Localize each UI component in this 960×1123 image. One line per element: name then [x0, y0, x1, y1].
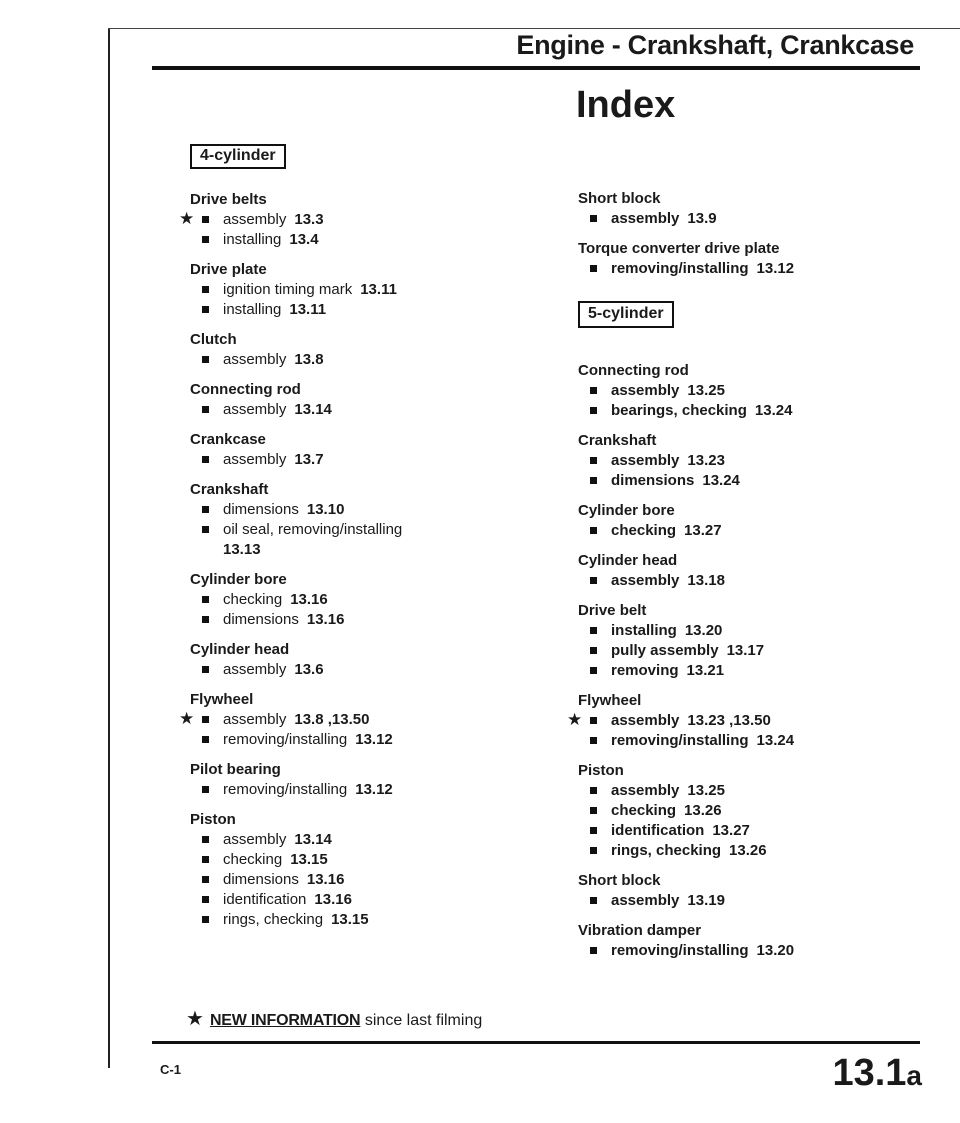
- index-entry: [190, 280, 550, 300]
- bullet-icon: [590, 897, 597, 904]
- index-entry: [578, 731, 908, 751]
- page-number: [832, 1052, 922, 1095]
- index-entry: [578, 661, 908, 681]
- index-page-ref: 13.24: [702, 472, 740, 489]
- bullet-icon: [590, 847, 597, 854]
- index-page-ref: 13.23: [687, 452, 725, 469]
- new-information-note: [186, 1006, 482, 1031]
- index-entry-text: checking: [223, 591, 283, 608]
- index-category: Piston: [190, 811, 236, 828]
- index-entry: [578, 209, 908, 229]
- index-entry: [578, 891, 908, 911]
- index-category: Connecting rod: [190, 381, 301, 398]
- index-entry-text: assembly: [611, 382, 680, 399]
- bullet-icon: [590, 527, 597, 534]
- index-entry-text: removing: [611, 662, 679, 679]
- bullet-icon: [590, 577, 597, 584]
- index-entry: [578, 941, 908, 961]
- index-entry-text: assembly: [611, 892, 680, 909]
- bullet-icon: [202, 856, 209, 863]
- index-page-ref: 13.12: [355, 731, 393, 748]
- index-page-ref: 13.8: [294, 351, 324, 368]
- index-entry: [190, 520, 550, 560]
- star-icon: ★: [179, 709, 195, 728]
- index-entry-text: identification: [611, 822, 705, 839]
- index-entry-text: identification: [223, 891, 307, 908]
- index-page-ref: 13.20: [756, 942, 795, 959]
- index-page-ref: 13.10: [306, 501, 345, 518]
- index-page-ref: 13.26: [729, 842, 767, 859]
- index-entry-text: assembly: [223, 831, 287, 848]
- index-entry: [578, 259, 908, 279]
- index-entry-text: assembly: [223, 711, 287, 728]
- index-page-ref: 13.16: [306, 611, 345, 628]
- index-entry: [190, 910, 550, 930]
- new-information-label: NEW INFORMATION: [209, 1012, 361, 1029]
- index-page-ref: 13.7: [294, 451, 324, 468]
- index-page-ref: 13.8 ,13.50: [294, 711, 370, 728]
- index-entry-text: checking: [611, 802, 677, 819]
- index-entry-text: ignition timing mark: [223, 281, 353, 298]
- index-entry: [190, 300, 550, 320]
- index-category: Drive belt: [578, 602, 647, 619]
- bullet-icon: [202, 526, 209, 533]
- bullet-icon: [590, 407, 597, 414]
- bullet-icon: [202, 286, 209, 293]
- bullet-icon: [590, 737, 597, 744]
- index-entry-text: removing/installing: [611, 260, 749, 277]
- index-category: Connecting rod: [578, 362, 689, 379]
- index-entry-text: installing: [223, 231, 282, 248]
- bullet-icon: [590, 787, 597, 794]
- bullet-icon: [202, 596, 209, 603]
- index-category: Short block: [578, 190, 661, 207]
- bullet-icon: [590, 457, 597, 464]
- bullet-icon: [202, 356, 209, 363]
- bullet-icon: [202, 306, 209, 313]
- index-entry: [179, 709, 550, 730]
- page-header-title: Engine - Crankshaft, Crankcase: [516, 30, 914, 60]
- index-category: Piston: [578, 762, 624, 779]
- page-number-main: 13.1: [832, 1052, 907, 1094]
- index-category: Cylinder head: [578, 552, 678, 569]
- bullet-icon: [590, 947, 597, 954]
- bullet-icon: [202, 836, 209, 843]
- index-entry: [190, 400, 550, 420]
- index-entry-text: assembly: [611, 782, 680, 799]
- index-page-ref: 13.24: [754, 402, 793, 419]
- index-entry-text: assembly: [611, 210, 680, 227]
- index-page-ref: 13.16: [306, 871, 345, 888]
- index-entry-text: assembly: [223, 401, 287, 418]
- index-entry: [190, 780, 550, 800]
- index-entry: [190, 610, 550, 630]
- index-entry-text: assembly: [611, 572, 680, 589]
- index-category: Short block: [578, 872, 661, 889]
- index-entry: [190, 850, 550, 870]
- index-entry-text: assembly: [611, 452, 680, 469]
- star-icon: ★: [567, 710, 583, 729]
- bullet-icon: [590, 477, 597, 484]
- index-entry: [578, 401, 908, 421]
- index-entry: [190, 450, 550, 470]
- index-page-ref: 13.16: [290, 591, 328, 608]
- index-entry: [190, 660, 550, 680]
- index-category: Crankcase: [190, 431, 266, 448]
- index-page-ref: 13.9: [687, 210, 717, 227]
- index-category: Drive belts: [190, 191, 267, 208]
- star-icon: ★: [179, 209, 195, 228]
- bullet-icon: [590, 667, 597, 674]
- index-page-ref: 13.4: [289, 231, 319, 248]
- index-title: Index: [576, 84, 676, 126]
- bullet-icon: [590, 717, 597, 724]
- index-entry: [578, 801, 908, 821]
- index-page-ref: 13.12: [355, 781, 393, 798]
- index-category: Cylinder bore: [578, 502, 675, 519]
- footer-rule: [152, 1041, 920, 1044]
- index-page-ref: 13.14: [294, 831, 332, 848]
- index-entry: [567, 710, 908, 731]
- index-entry-text: installing: [611, 622, 677, 639]
- index-entry-text: dimensions: [611, 472, 695, 489]
- bullet-icon: [202, 506, 209, 513]
- index-category: Torque converter drive plate: [578, 240, 780, 257]
- index-entry-text: installing: [223, 301, 282, 318]
- index-page-ref: 13.25: [687, 782, 725, 799]
- index-entry: [578, 451, 908, 471]
- index-entry-text: removing/installing: [223, 731, 348, 748]
- index-page-ref: 13.15: [290, 851, 328, 868]
- bullet-icon: [202, 876, 209, 883]
- bullet-icon: [590, 827, 597, 834]
- bullet-icon: [590, 627, 597, 634]
- bullet-icon: [590, 265, 597, 272]
- top-border-line: [108, 28, 960, 29]
- index-page-ref: 13.26: [684, 802, 722, 819]
- index-page-ref: 13.17: [726, 642, 765, 659]
- index-entry-text: checking: [223, 851, 283, 868]
- index-entry: [190, 890, 550, 910]
- bullet-icon: [590, 215, 597, 222]
- index-entry-text: removing/installing: [611, 942, 749, 959]
- index-page-ref: 13.27: [712, 822, 750, 839]
- index-entry-text: rings, checking: [611, 842, 722, 859]
- index-category: Cylinder bore: [190, 571, 287, 588]
- index-entry: [578, 781, 908, 801]
- bullet-icon: [202, 216, 209, 223]
- index-entry-text: removing/installing: [611, 732, 749, 749]
- index-entry-text: bearings, checking: [611, 402, 747, 419]
- index-entry: [190, 350, 550, 370]
- star-icon: ★: [186, 1008, 204, 1030]
- index-entry: [190, 230, 550, 250]
- bullet-icon: [202, 916, 209, 923]
- index-entry: [578, 571, 908, 591]
- index-entry: [179, 209, 550, 230]
- index-entry-text: oil seal, removing/installing: [223, 521, 403, 538]
- index-entry: [578, 641, 908, 661]
- index-page-ref: 13.16: [314, 891, 352, 908]
- index-page-ref: 13.6: [294, 661, 324, 678]
- bullet-icon: [202, 616, 209, 623]
- index-entry-text: dimensions: [223, 501, 299, 518]
- index-entry-text: assembly: [611, 712, 680, 729]
- page-number-suffix: a: [906, 1060, 922, 1091]
- index-category: Clutch: [190, 331, 237, 348]
- four-cylinder-index-column: [179, 190, 550, 930]
- index-entry: [190, 830, 550, 850]
- new-information-rest: since last filming: [364, 1012, 483, 1029]
- index-category: Drive plate: [190, 261, 267, 278]
- bullet-icon: [202, 716, 209, 723]
- index-page-ref: 13.25: [687, 382, 725, 399]
- header-rule: [152, 66, 920, 70]
- index-entry-text: assembly: [223, 211, 287, 228]
- index-page-ref: 13.11: [289, 301, 327, 318]
- index-entry: [578, 821, 908, 841]
- index-entry-text: pully assembly: [611, 642, 719, 659]
- bullet-icon: [590, 807, 597, 814]
- index-entry: [578, 841, 908, 861]
- index-entry: [190, 590, 550, 610]
- bullet-icon: [202, 236, 209, 243]
- index-entry-text: removing/installing: [223, 781, 348, 798]
- index-page-ref: 13.24: [756, 732, 795, 749]
- index-category: Crankshaft: [578, 432, 657, 449]
- right-index-column: [567, 189, 908, 961]
- index-entry-text: checking: [611, 522, 677, 539]
- bullet-icon: [202, 736, 209, 743]
- bullet-icon: [590, 647, 597, 654]
- index-category: Flywheel: [190, 691, 254, 708]
- index-category: Pilot bearing: [190, 761, 281, 778]
- five-cylinder-label: 5-cylinder: [578, 301, 674, 328]
- index-entry: [190, 730, 550, 750]
- index-entry-text: assembly: [223, 351, 287, 368]
- left-margin-line: [108, 28, 110, 1068]
- index-category: Crankshaft: [190, 481, 269, 498]
- bullet-icon: [202, 786, 209, 793]
- index-entry-text: assembly: [223, 451, 287, 468]
- four-cylinder-label: 4-cylinder: [190, 144, 286, 169]
- bullet-icon: [202, 896, 209, 903]
- index-entry: [578, 621, 908, 641]
- index-entry-text: dimensions: [223, 871, 299, 888]
- index-page-ref: 13.15: [331, 911, 369, 928]
- bullet-icon: [202, 406, 209, 413]
- footer-code: C-1: [160, 1062, 181, 1077]
- index-category: Flywheel: [578, 692, 642, 709]
- index-category: Vibration damper: [578, 922, 702, 939]
- index-entry-text: rings, checking: [223, 911, 324, 928]
- index-page-ref: 13.12: [756, 260, 795, 277]
- index-entry: [578, 471, 908, 491]
- index-page-ref: 13.3: [294, 211, 324, 228]
- index-page-ref: 13.11: [360, 281, 397, 298]
- index-page-ref: 13.20: [684, 622, 723, 639]
- index-entry: [578, 521, 908, 541]
- bullet-icon: [590, 387, 597, 394]
- bullet-icon: [202, 666, 209, 673]
- bullet-icon: [202, 456, 209, 463]
- index-page-ref: 13.27: [684, 522, 722, 539]
- index-category: Cylinder head: [190, 641, 290, 658]
- index-entry: [578, 381, 908, 401]
- index-page-ref: 13.19: [687, 892, 725, 909]
- index-page-ref: 13.21: [686, 662, 725, 679]
- index-entry: [190, 500, 550, 520]
- index-page-ref: 13.18: [687, 572, 725, 589]
- index-entry-text: assembly: [223, 661, 287, 678]
- index-entry: [190, 870, 550, 890]
- index-page-ref: 13.14: [294, 401, 332, 418]
- index-page-ref: 13.23 ,13.50: [687, 712, 771, 729]
- index-entry-text: dimensions: [223, 611, 299, 628]
- index-page-ref: 13.13: [223, 541, 261, 558]
